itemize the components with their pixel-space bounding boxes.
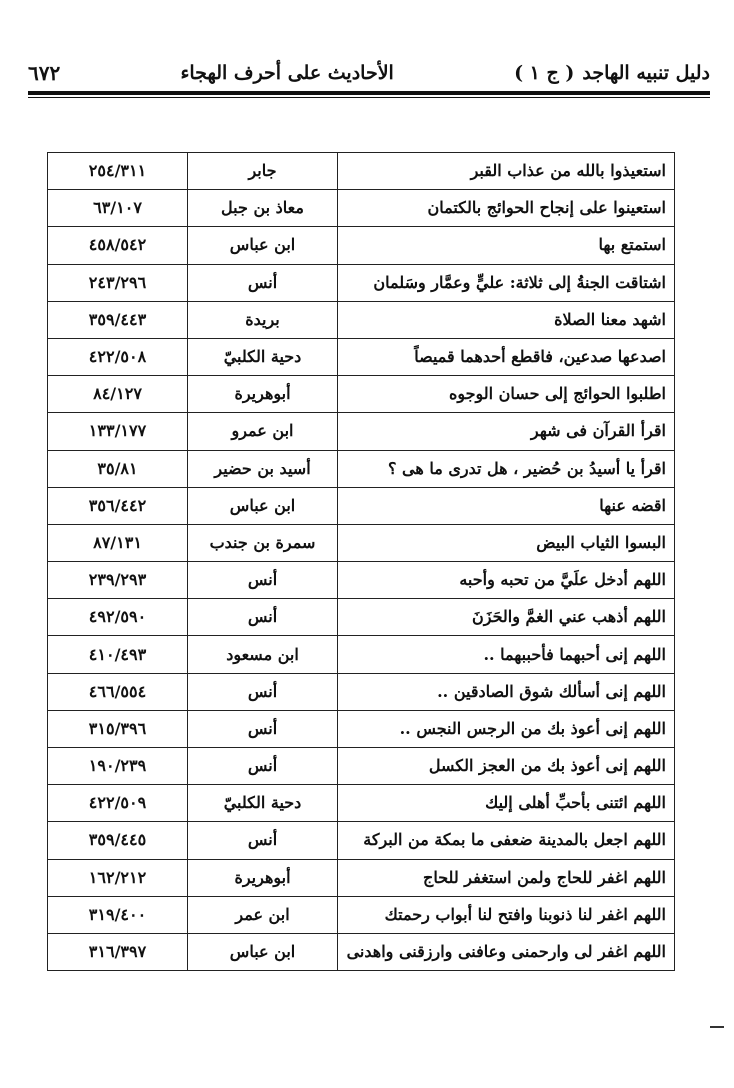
hadith-text-cell: اطلبوا الحوائج إلى حسان الوجوه bbox=[338, 376, 675, 413]
table-row bbox=[48, 599, 675, 636]
reference-cell: ٤٩٢/٥٩٠ bbox=[48, 599, 188, 636]
reference-cell: ١٦٢/٢١٢ bbox=[48, 859, 188, 896]
table-row bbox=[48, 376, 675, 413]
narrator-cell: أنس bbox=[188, 562, 338, 599]
reference-cell: ١٩٠/٢٣٩ bbox=[48, 748, 188, 785]
narrator-cell: ابن عباس bbox=[188, 487, 338, 524]
table-row bbox=[48, 450, 675, 487]
header-rule-thick bbox=[28, 91, 710, 95]
hadith-text-cell: اللهم اجعل بالمدينة ضعفى ما بمكة من البركة bbox=[338, 822, 675, 859]
book-title: دليل تنبيه الهاجد bbox=[582, 62, 710, 84]
hadith-text-cell: استعينوا على إنجاح الحوائج بالكتمان bbox=[338, 190, 675, 227]
table-row bbox=[48, 227, 675, 264]
narrator-cell: دحية الكلبيّ bbox=[188, 785, 338, 822]
table-row bbox=[48, 487, 675, 524]
table-row bbox=[48, 153, 675, 190]
table-row bbox=[48, 524, 675, 561]
narrator-cell: أنس bbox=[188, 673, 338, 710]
hadith-text-cell: اللهم إنى أسألك شوق الصادقين .. bbox=[338, 673, 675, 710]
reference-cell: ٣٥٩/٤٤٥ bbox=[48, 822, 188, 859]
table-row bbox=[48, 562, 675, 599]
narrator-cell: أبوهريرة bbox=[188, 376, 338, 413]
header-rule-thin bbox=[28, 97, 710, 98]
hadith-text-cell: اصدعها صدعين، فاقطع أحدهما قميصاً bbox=[338, 338, 675, 375]
reference-cell: ٣١٩/٤٠٠ bbox=[48, 896, 188, 933]
narrator-cell: ابن عباس bbox=[188, 227, 338, 264]
table-row bbox=[48, 933, 675, 970]
narrator-cell: ابن مسعود bbox=[188, 636, 338, 673]
reference-cell: ٤٢٢/٥٠٨ bbox=[48, 338, 188, 375]
hadith-text-cell: اللهم أدخل علَيَّ من تحبه وأحبه bbox=[338, 562, 675, 599]
narrator-cell: معاذ بن جبل bbox=[188, 190, 338, 227]
narrator-cell: أنس bbox=[188, 264, 338, 301]
table-row bbox=[48, 859, 675, 896]
hadith-text-cell: اشتاقت الجنةُ إلى ثلاثة: عليٍّ وعمَّار وسَلمان bbox=[338, 264, 675, 301]
reference-cell: ٢٣٩/٢٩٣ bbox=[48, 562, 188, 599]
running-title bbox=[514, 62, 710, 84]
narrator-cell: جابر bbox=[188, 153, 338, 190]
narrator-cell: أنس bbox=[188, 599, 338, 636]
reference-cell: ٤٥٨/٥٤٢ bbox=[48, 227, 188, 264]
reference-cell: ٣٥٦/٤٤٢ bbox=[48, 487, 188, 524]
volume-label: ( ج ١ ) bbox=[514, 62, 575, 84]
page-header bbox=[28, 56, 710, 90]
narrator-cell: ابن عمرو bbox=[188, 413, 338, 450]
hadith-text-cell: اقضه عنها bbox=[338, 487, 675, 524]
table-row bbox=[48, 338, 675, 375]
section-title: الأحاديث على أحرف الهجاء bbox=[180, 62, 394, 84]
table-body bbox=[48, 153, 675, 971]
hadith-text-cell: البسوا الثياب البيض bbox=[338, 524, 675, 561]
reference-cell: ٨٧/١٣١ bbox=[48, 524, 188, 561]
table-row bbox=[48, 301, 675, 338]
margin-mark bbox=[710, 1026, 724, 1028]
narrator-cell: أنس bbox=[188, 748, 338, 785]
reference-cell: ٨٤/١٢٧ bbox=[48, 376, 188, 413]
reference-cell: ٢٥٤/٣١١ bbox=[48, 153, 188, 190]
hadith-text-cell: استمتع بها bbox=[338, 227, 675, 264]
hadith-text-cell: اللهم اغفر لنا ذنوبنا وافتح لنا أبواب رحمتك bbox=[338, 896, 675, 933]
hadith-text-cell: اللهم إنى أحبهما فأحببهما .. bbox=[338, 636, 675, 673]
hadith-text-cell: اشهد معنا الصلاة bbox=[338, 301, 675, 338]
reference-cell: ٣٥/٨١ bbox=[48, 450, 188, 487]
reference-cell: ٤١٠/٤٩٣ bbox=[48, 636, 188, 673]
narrator-cell: أبوهريرة bbox=[188, 859, 338, 896]
table-row bbox=[48, 710, 675, 747]
reference-cell: ٤٦٦/٥٥٤ bbox=[48, 673, 188, 710]
narrator-cell: بريدة bbox=[188, 301, 338, 338]
narrator-cell: ابن عمر bbox=[188, 896, 338, 933]
table-row bbox=[48, 190, 675, 227]
table-row bbox=[48, 896, 675, 933]
table-row bbox=[48, 748, 675, 785]
reference-cell: ٣١٥/٣٩٦ bbox=[48, 710, 188, 747]
hadith-text-cell: اللهم إنى أعوذ بك من الرجس النجس .. bbox=[338, 710, 675, 747]
hadith-text-cell: اقرأ يا أسيدُ بن حُضير ، هل تدرى ما هى ؟ bbox=[338, 450, 675, 487]
table-row bbox=[48, 785, 675, 822]
reference-cell: ٦٣/١٠٧ bbox=[48, 190, 188, 227]
narrator-cell: أنس bbox=[188, 710, 338, 747]
narrator-cell: أنس bbox=[188, 822, 338, 859]
narrator-cell: دحية الكلبيّ bbox=[188, 338, 338, 375]
table-row bbox=[48, 822, 675, 859]
hadith-text-cell: اللهم اغفر للحاج ولمن استغفر للحاج bbox=[338, 859, 675, 896]
hadith-text-cell: اللهم إنى أعوذ بك من العجز الكسل bbox=[338, 748, 675, 785]
table-row bbox=[48, 264, 675, 301]
reference-cell: ٣٥٩/٤٤٣ bbox=[48, 301, 188, 338]
hadith-text-cell: اللهم ائتنى بأحبِّ أهلى إليك bbox=[338, 785, 675, 822]
page-number: ٦٧٢ bbox=[28, 61, 61, 85]
table-row bbox=[48, 673, 675, 710]
hadith-index-table bbox=[47, 152, 675, 971]
narrator-cell: ابن عباس bbox=[188, 933, 338, 970]
reference-cell: ١٣٣/١٧٧ bbox=[48, 413, 188, 450]
narrator-cell: سمرة بن جندب bbox=[188, 524, 338, 561]
hadith-text-cell: اللهم أذهب عني الغمَّ والحَزَنَ bbox=[338, 599, 675, 636]
reference-cell: ٣١٦/٣٩٧ bbox=[48, 933, 188, 970]
narrator-cell: أسيد بن حضير bbox=[188, 450, 338, 487]
hadith-text-cell: اقرأ القرآن فى شهر bbox=[338, 413, 675, 450]
hadith-text-cell: اللهم اغفر لى وارحمنى وعافنى وارزقنى واهدنى bbox=[338, 933, 675, 970]
table-row bbox=[48, 636, 675, 673]
reference-cell: ٤٢٢/٥٠٩ bbox=[48, 785, 188, 822]
reference-cell: ٢٤٣/٢٩٦ bbox=[48, 264, 188, 301]
hadith-text-cell: استعيذوا بالله من عذاب القبر bbox=[338, 153, 675, 190]
table-row bbox=[48, 413, 675, 450]
